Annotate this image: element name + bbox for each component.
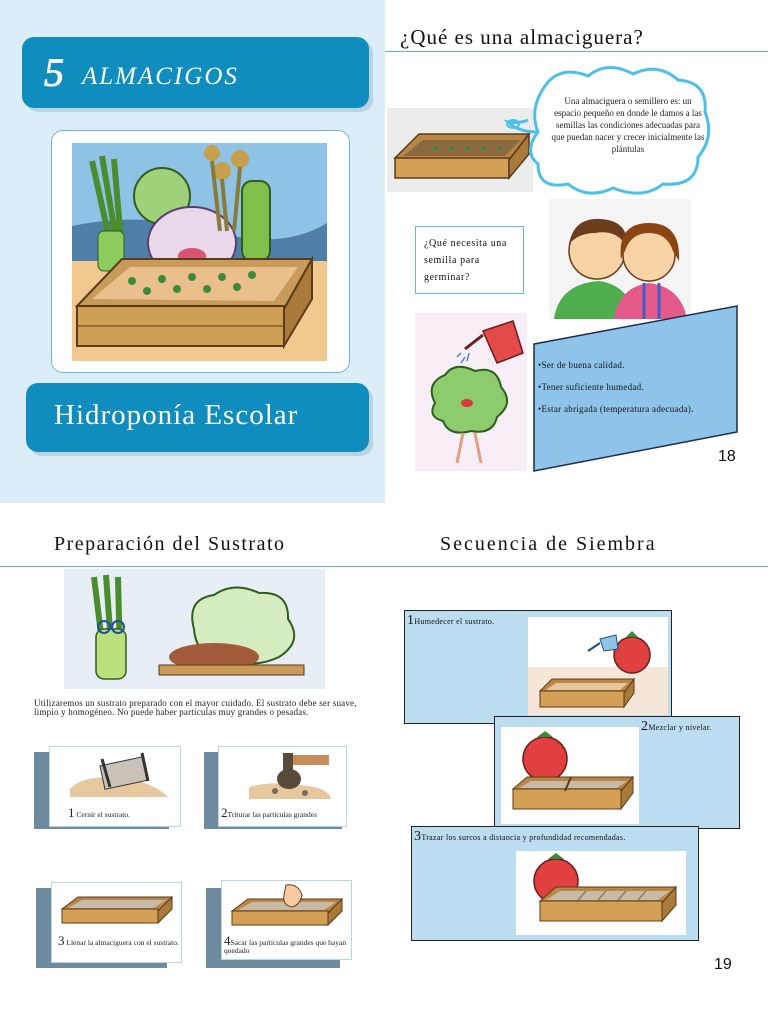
mortar-illustration — [219, 747, 348, 805]
step-label: Trazar los surcos a distancia y profundidad recomendadas. — [421, 833, 626, 842]
step-number: 1 — [68, 805, 75, 820]
cover-illustration — [51, 130, 350, 373]
cover-panel — [0, 0, 385, 503]
children-illustration — [549, 199, 691, 319]
fill-crate-illustration — [52, 883, 183, 933]
sustrato-title: Preparación del Sustrato — [54, 533, 286, 555]
step-label: Sacar las partículas grandes que hayan quedado — [224, 938, 347, 955]
siembra-title: Secuencia de Siembra — [440, 533, 657, 555]
siembra-step-2 — [494, 716, 740, 829]
step-number: 1 — [407, 613, 415, 628]
sustrato-illustration — [64, 569, 325, 689]
step-label: Cernir el sustrato. — [76, 810, 130, 819]
step-number: 2 — [221, 805, 228, 820]
lettuce-watering-illustration — [415, 313, 527, 471]
remove-particles-illustration — [222, 881, 353, 933]
sustrato-step-2 — [218, 746, 347, 827]
step-label: Llenar la almaciguera con el sustrato. — [66, 938, 179, 947]
sustrato-step-1 — [49, 746, 181, 827]
step-label: Humedecer el sustrato. — [414, 617, 495, 626]
chapter-banner — [22, 37, 369, 108]
brand-banner — [26, 383, 369, 452]
step-number: 2 — [641, 719, 649, 734]
condition-item: •Estar abrigada (temperatura adecuada). — [538, 404, 694, 414]
question-box: ¿Qué necesita una semilla para germinar? — [415, 226, 524, 294]
title-rule — [385, 51, 768, 52]
sustrato-description: Utilizaremos un sustrato preparado con el mayor cuidado. El sustrato debe ser suave, limpio y homogéneo. No puede haber partículas muy grandes o pesadas. — [34, 698, 357, 717]
step-label: Mezclar y nivelar. — [648, 723, 712, 732]
siembra-step-1 — [404, 610, 672, 724]
siembra-step-3 — [411, 826, 699, 941]
furrows-illustration — [516, 851, 686, 935]
mix-illustration — [501, 727, 639, 824]
condition-item: •Ser de buena calidad. — [538, 360, 625, 370]
sustrato-step-3 — [51, 882, 182, 963]
brand-title: Hidroponía Escolar — [54, 399, 299, 431]
condition-item: •Tener suficiente humedad. — [538, 382, 645, 392]
step-label: Triturar las partículas grandes — [227, 810, 317, 819]
conditions-list — [538, 354, 738, 420]
sustrato-step-4 — [221, 880, 352, 960]
chapter-title: ALMACIGOS — [82, 63, 239, 90]
definition-text: Una almaciguera o semillero es: un espacio pequeño en donde le damos a las semillas las condiciones adecuadas para que puedan nacer y crecer inicialmente las plántulas — [551, 96, 705, 154]
bottom-title-rule — [0, 566, 768, 567]
step-number: 3 — [58, 933, 65, 948]
sieve-illustration — [50, 747, 182, 805]
moisten-illustration — [528, 617, 668, 715]
almaciguera-title: ¿Qué es una almaciguera? — [400, 25, 644, 49]
page-number: 18 — [718, 448, 736, 465]
page-number: 19 — [714, 956, 732, 973]
step-number: 3 — [414, 829, 422, 844]
chapter-number: 5 — [44, 50, 64, 95]
step-number: 4 — [224, 933, 231, 948]
